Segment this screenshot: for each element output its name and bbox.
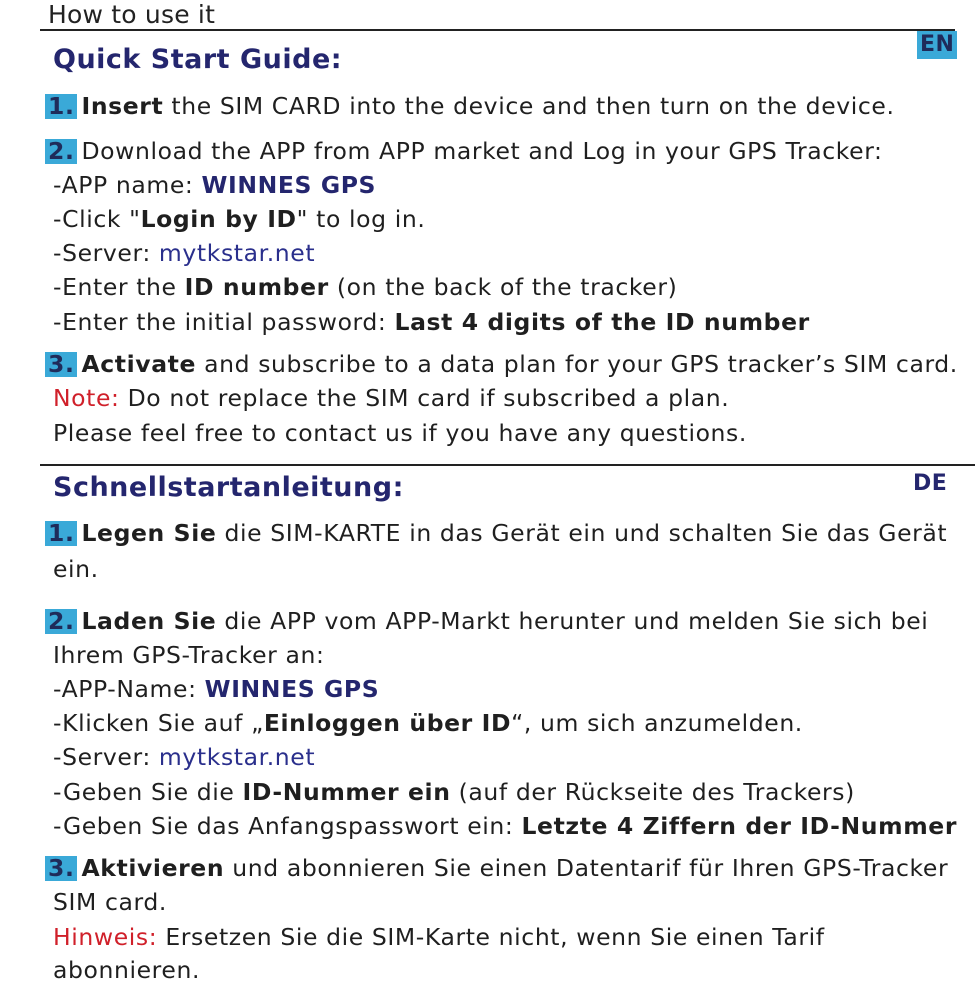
text: " to log in. [296, 205, 426, 233]
step-bold: Insert [81, 92, 164, 120]
en-app-name [53, 171, 376, 199]
password-hint: Letzte 4 Ziffern der ID-Nummer [521, 812, 958, 840]
server-url: mytkstar.net [158, 743, 316, 771]
de-server [53, 743, 315, 771]
id-number: ID-Nummer ein [242, 778, 451, 806]
de-step-2-cont: Ihrem GPS-Tracker an: [53, 641, 325, 669]
en-contact: Please feel free to contact us if you have any questions. [53, 419, 747, 447]
de-note [53, 923, 825, 951]
label: -Server: [53, 239, 159, 267]
step-number: 3. [45, 856, 77, 881]
de-step-2 [45, 607, 928, 635]
en-language-badge: EN [917, 31, 957, 59]
de-enter-id [53, 778, 855, 806]
note-text: Ersetzen Sie die SIM-Karte nicht, wenn Sie einen Tarif [157, 923, 825, 951]
label: -APP name: [53, 171, 202, 199]
step-bold: Legen Sie [81, 519, 217, 547]
en-step-3 [45, 350, 958, 378]
de-step-1 [45, 519, 947, 547]
step-text: und abonnieren Sie einen Datentarif für Ihren GPS-Tracker [224, 854, 949, 882]
de-app-name [53, 675, 379, 703]
login-by-id: Einloggen über ID [263, 709, 512, 737]
de-step-3 [45, 854, 948, 882]
en-click-login [53, 205, 425, 233]
en-step-1 [45, 92, 895, 120]
header-divider [40, 29, 955, 31]
text: “, um sich anzumelden. [511, 709, 803, 737]
step-text: and subscribe to a data plan for your GPS tracker’s SIM card. [196, 350, 958, 378]
de-click-login [53, 709, 803, 737]
en-server [53, 239, 315, 267]
note-label: Note: [53, 384, 120, 412]
step-bold: Aktivieren [81, 854, 225, 882]
step-number: 3. [45, 352, 77, 377]
label: -APP-Name: [53, 675, 205, 703]
de-password [53, 812, 957, 840]
password-hint: Last 4 digits of the ID number [394, 308, 810, 336]
server-url: mytkstar.net [158, 239, 316, 267]
text: (auf der Rückseite des Trackers) [450, 778, 855, 806]
label: -Server: [53, 743, 159, 771]
text: -Klicken Sie auf „ [53, 709, 264, 737]
step-bold: Laden Sie [81, 607, 217, 635]
id-number: ID number [184, 273, 329, 301]
text: -Click " [53, 205, 141, 233]
step-number: 2. [45, 139, 77, 164]
de-step-3-cont: SIM card. [53, 888, 167, 916]
step-text: the SIM CARD into the device and then turn on the device. [163, 92, 895, 120]
app-name-value: WINNES GPS [204, 675, 380, 703]
de-note-cont: abonnieren. [53, 956, 201, 984]
step-number: 1. [45, 521, 77, 546]
note-text: Do not replace the SIM card if subscribed a plan. [119, 384, 730, 412]
en-section-title: Quick Start Guide: [53, 44, 343, 75]
text: -Geben Sie das Anfangspasswort ein: [53, 812, 522, 840]
note-label: Hinweis: [53, 923, 158, 951]
step-number: 1. [45, 94, 77, 119]
page-title: How to use it [48, 0, 216, 29]
step-bold: Activate [81, 350, 197, 378]
text: -Enter the [53, 273, 185, 301]
en-step-2 [45, 137, 883, 165]
en-note [53, 384, 729, 412]
en-password [53, 308, 810, 336]
section-divider [40, 464, 975, 466]
app-name-value: WINNES GPS [201, 171, 377, 199]
login-by-id: Login by ID [140, 205, 297, 233]
step-text: die SIM-KARTE in das Gerät ein und schalten Sie das Gerät [216, 519, 948, 547]
step-text: die APP vom APP-Markt herunter und melden Sie sich bei [216, 607, 929, 635]
text: -Enter the initial password: [53, 308, 395, 336]
step-text: Download the APP from APP market and Log in your GPS Tracker: [81, 137, 883, 165]
de-section-title: Schnellstartanleitung: [53, 472, 404, 503]
step-number: 2. [45, 609, 77, 634]
text: -Geben Sie die [53, 778, 243, 806]
de-language-badge: DE [910, 470, 950, 498]
text: (on the back of the tracker) [328, 273, 678, 301]
de-step-1-cont: ein. [53, 555, 99, 583]
en-enter-id [53, 273, 677, 301]
